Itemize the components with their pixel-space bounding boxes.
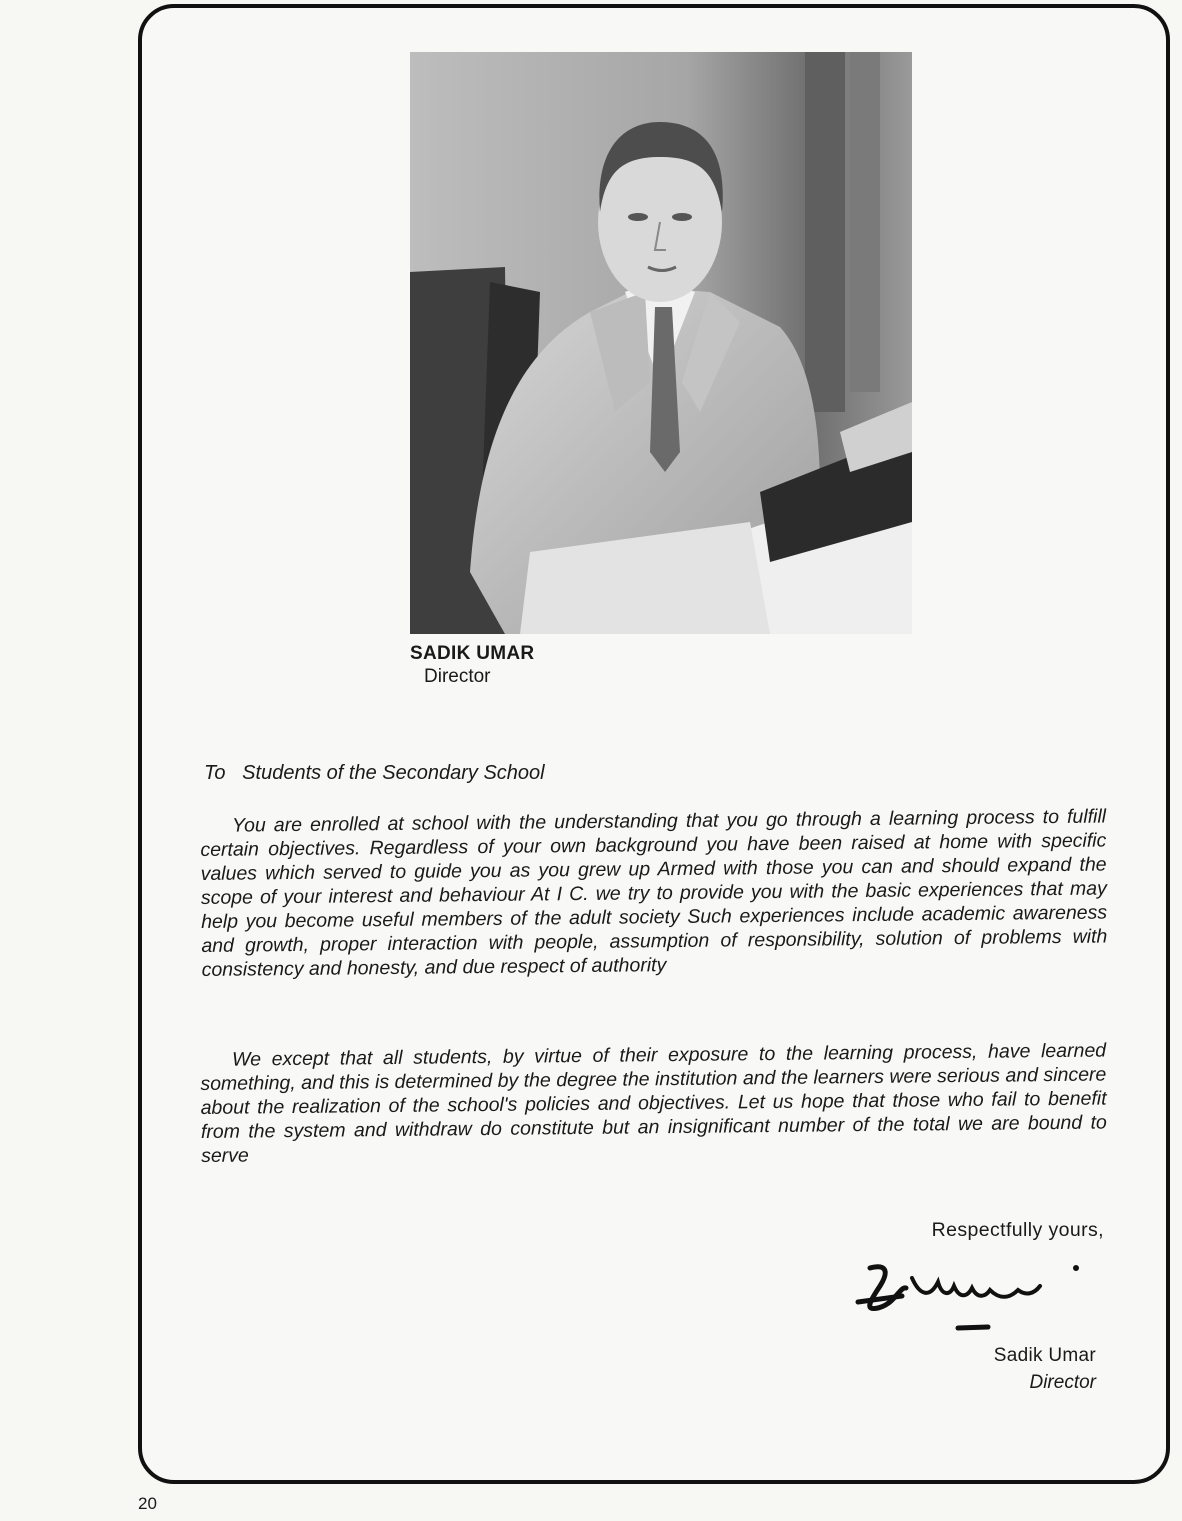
portrait-caption-name: SADIK UMAR	[410, 643, 535, 664]
director-portrait-photo	[410, 52, 912, 634]
page-number: 20	[138, 1494, 157, 1513]
letter-paragraph: We except that all students, by virtue of their exposure to the learning process, have learned something, and this is determined by the degree the institution and the learners were serious and sincere about the realization of the school's policies and objectives. Let us hope that those who fail to benefit from the system and withdraw do constitute but an insignificant number of the total we are bound to serve	[200, 1039, 1107, 1167]
portrait-caption-title: Director	[424, 666, 491, 687]
signer-title: Director	[1029, 1372, 1096, 1393]
portrait-image	[410, 52, 912, 634]
signer-name: Sadik Umar	[993, 1345, 1096, 1366]
letter-paragraph: You are enrolled at school with the understanding that you go through a learning process to fulfill certain objectives. Regardless of your own background you have been raised at home with specific values which served to guide you as you grew up Armed with those you can and should expand the scope of your interest and behaviour At I C. we try to provide you with the basic experiences that may help you become useful members of the adult society Such experiences include academic awareness and growth, proper interaction with people, assumption of responsibility, solution of problems with consistency and honesty, and due respect of authority	[200, 805, 1108, 981]
letter-closing: Respectfully yours,	[931, 1219, 1104, 1241]
letter-greeting: To Students of the Secondary School	[204, 762, 545, 784]
